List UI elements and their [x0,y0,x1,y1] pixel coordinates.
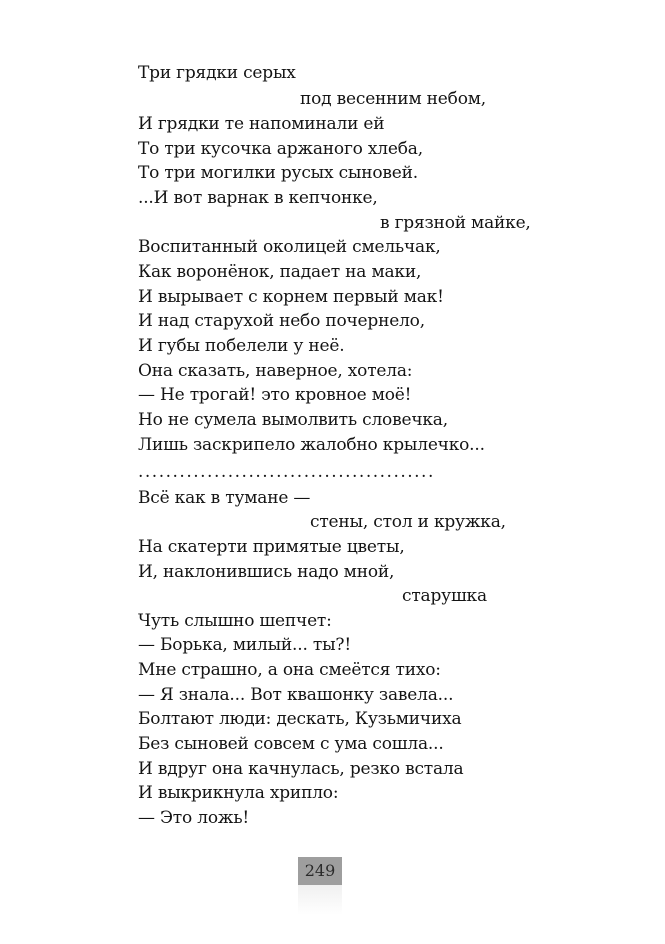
poem-line: Три грядки серых [138,63,296,83]
section-divider: ........................................... [138,462,435,482]
poem-line: Болтают люди: дескать, Кузьмичиха [138,709,462,729]
poem-line: На скатерти примятые цветы, [138,537,405,557]
poem-line: Она сказать, наверное, хотела: [138,361,413,381]
poem-line: — Не трогай! это кровное моё! [138,385,412,405]
page-number: 249 [298,857,342,885]
poem-line: И, наклонившись надо мной, [138,562,395,582]
poem-line: — Я знала... Вот квашонку завела... [138,685,454,705]
poem-line: Лишь заскрипело жалобно крылечко... [138,435,485,455]
poem-line: стены, стол и кружка, [310,512,506,532]
poem-line: ...И вот варнак в кепчонке, [138,188,378,208]
poem-line: И вдруг она качнулась, резко встала [138,759,464,779]
poem-line: под весенним небом, [300,89,486,109]
poem-line: И над старухой небо почернело, [138,311,425,331]
poem-line: И вырывает с корнем первый мак! [138,287,444,307]
poem-line: Воспитанный околицей смельчак, [138,237,441,257]
poem-line: — Это ложь! [138,808,250,828]
poem-line: И выкрикнула хрипло: [138,783,339,803]
poem-line: — Борька, милый... ты?! [138,635,351,655]
poem-line: в грязной майке, [380,213,531,233]
poem-line: Всё как в тумане — [138,488,311,508]
poem-line: И губы побелели у неё. [138,336,345,356]
poem-line: Но не сумела вымолвить словечка, [138,410,448,430]
page-number-tab [298,885,342,915]
poem-line: И грядки те напоминали ей [138,114,385,134]
poem-line: Мне страшно, а она смеётся тихо: [138,660,441,680]
poem-line: Чуть слышно шепчет: [138,611,332,631]
poem-line: Без сыновей совсем с ума сошла... [138,734,444,754]
poem-line: старушка [402,586,487,606]
poem-line: Как воронёнок, падает на маки, [138,262,422,282]
poem-line: То три могилки русых сыновей. [138,163,418,183]
poem-line: То три кусочка аржаного хлеба, [138,139,423,159]
